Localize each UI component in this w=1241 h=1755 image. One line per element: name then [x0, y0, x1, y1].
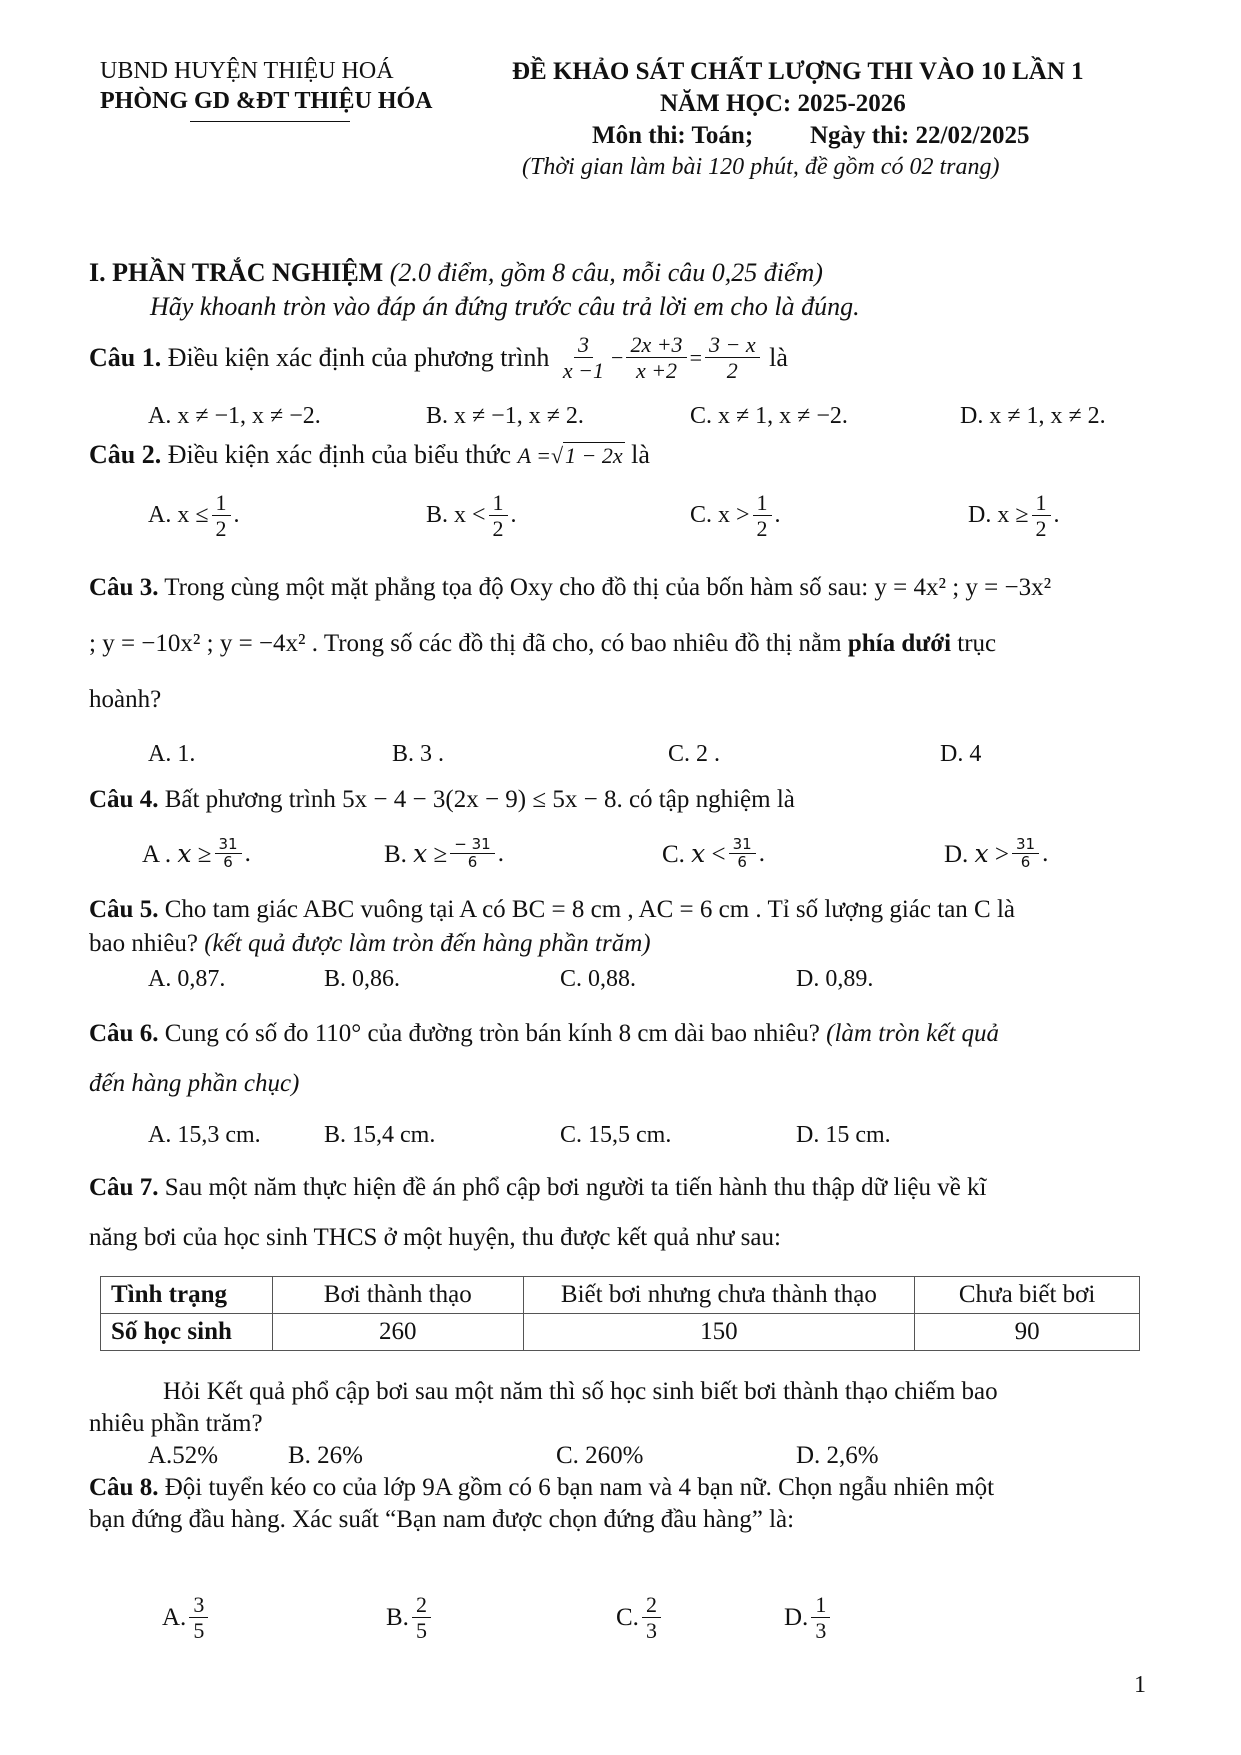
question-7: [89, 1174, 987, 1202]
q5-line2: [89, 930, 651, 958]
q3-option-c[interactable]: C. 2 .: [668, 741, 721, 767]
q8-d-den: 3: [815, 1618, 827, 1644]
q2-expr-lhs: A =: [517, 443, 551, 468]
q2-option-b[interactable]: B. x < $\frac{1}{2}$ .: [426, 490, 517, 542]
q4-a-num: 31: [215, 836, 242, 854]
table-header-cell: Biết bơi nhưng chưa thành thạo: [523, 1277, 915, 1314]
q8-a-num: 3: [189, 1592, 208, 1618]
q4-option-d[interactable]: D. 𝑥 > $\frac{31}{6}$ .: [944, 835, 1049, 872]
q3-option-d[interactable]: D. 4: [940, 741, 982, 767]
q1-fraction-2: [626, 332, 686, 384]
q3-line3: hoành?: [89, 686, 162, 713]
q2-b-den: 2: [492, 516, 504, 542]
q1-f2-num: 2x +3: [626, 332, 686, 358]
q2-option-c[interactable]: C. x > $\frac{1}{2}$ .: [690, 490, 781, 542]
section-title-text: I. PHẦN TRẮC NGHIỆM: [89, 258, 384, 287]
q2-d-num: 1: [1032, 490, 1051, 516]
q8-c-fraction: [642, 1592, 661, 1644]
q5-line2-italic: (kết quả được làm tròn đến hàng phần trăm): [204, 930, 651, 957]
q4-d-prefix: D. 𝑥 >: [944, 840, 1010, 868]
q7-question-line1: Hỏi Kết quả phổ cập bơi sau một năm thì số học sinh biết bơi thành thạo chiếm bao: [163, 1378, 998, 1405]
q8-c-prefix: C.: [616, 1603, 639, 1631]
q8-d-fraction: [811, 1592, 830, 1644]
q7-label: Câu 7.: [89, 1174, 159, 1201]
q8-c-num: 2: [642, 1592, 661, 1618]
exam-date: Ngày thi: 22/02/2025: [810, 122, 1030, 149]
q8-c-den: 3: [645, 1618, 657, 1644]
q8-option-c[interactable]: [616, 1592, 664, 1644]
q3-line2-bold: phía dưới: [847, 630, 952, 657]
q2-option-a[interactable]: A. x ≤ $\frac{1}{2}$ .: [148, 490, 240, 542]
table-header-row: [101, 1277, 1140, 1314]
q2-expr-radicand: 1 − 2x: [565, 443, 623, 468]
q1-fraction-3: [705, 332, 760, 384]
q8-label: Câu 8.: [89, 1474, 159, 1501]
q1-option-d[interactable]: D. x ≠ 1, x ≠ 2.: [960, 403, 1106, 429]
q5-option-b[interactable]: B. 0,86.: [324, 966, 401, 992]
q1-label: Câu 1.: [89, 342, 162, 372]
q4-b-num: − 31: [450, 836, 494, 854]
question-5: [89, 896, 1015, 924]
q7-line1: Sau một năm thực hiện đề án phổ cập bơi người ta tiến hành thu thập dữ liệu về kĩ: [164, 1174, 987, 1201]
q4-c-fraction: [729, 836, 756, 872]
q1-f1-num: 3: [574, 332, 593, 358]
q2-b-fraction: [489, 490, 508, 542]
exam-title: ĐỀ KHẢO SÁT CHẤT LƯỢNG THI VÀO 10 LẦN 1: [512, 58, 1084, 85]
q8-d-prefix: D.: [784, 1603, 809, 1631]
q4-d-num: 31: [1012, 836, 1039, 854]
q4-label: Câu 4.: [89, 786, 159, 813]
q3-line2: [89, 630, 996, 658]
table-header-cell: Chưa biết bơi: [915, 1277, 1140, 1314]
q8-d-num: 1: [811, 1592, 830, 1618]
q8-option-a[interactable]: [162, 1592, 211, 1644]
q8-a-den: 5: [193, 1618, 205, 1644]
q1-fraction-1: [559, 332, 608, 384]
q3-option-a[interactable]: A. 1.: [148, 741, 196, 767]
q2-a-den: 2: [215, 516, 227, 542]
q2-c-prefix: C. x >: [690, 502, 750, 529]
table-row: [101, 1314, 1140, 1351]
table-header-cell: Tình trạng: [101, 1277, 273, 1314]
q1-suffix: là: [769, 342, 788, 372]
q4-a-den: 6: [223, 853, 233, 872]
q8-b-fraction: [412, 1592, 431, 1644]
section-title: [89, 258, 823, 288]
q5-line2-text: bao nhiêu?: [89, 930, 198, 957]
question-1: Câu 1. Điều kiện xác định của phương trình $\frac{3}{x -1}$ − $\frac{2x +3}{x +2}$ = $\frac{3 - x}{2}$ là: [89, 332, 788, 384]
q2-d-fraction: [1032, 490, 1051, 542]
table-cell: 150: [523, 1314, 915, 1351]
q3-line2-a: ; y = −10x² ; y = −4x² . Trong số các đồ thị đã cho, có bao nhiêu đồ thị nằm: [89, 630, 842, 657]
question-3: [89, 574, 1051, 602]
q5-label: Câu 5.: [89, 896, 159, 923]
q2-b-prefix: B. x <: [426, 502, 486, 529]
q2-label: Câu 2.: [89, 440, 162, 469]
q4-b-den: 6: [467, 853, 478, 872]
section-title-note: (2.0 điểm, gồm 8 câu, mỗi câu 0,25 điểm): [389, 258, 823, 287]
q1-f2-den: x +2: [635, 358, 678, 384]
q2-c-num: 1: [753, 490, 772, 516]
q7-question-line2: nhiêu phần trăm?: [89, 1410, 263, 1437]
q5-option-a[interactable]: A. 0,87.: [148, 966, 226, 992]
table-cell: 260: [272, 1314, 523, 1351]
q8-a-prefix: A.: [162, 1603, 187, 1631]
q5-option-c[interactable]: C. 0,88.: [560, 966, 637, 992]
q2-b-num: 1: [489, 490, 508, 516]
q6-option-c[interactable]: C. 15,5 cm.: [560, 1122, 672, 1148]
q4-text: Bất phương trình 5x − 4 − 3(2x − 9) ≤ 5x − 8. có tập nghiệm là: [164, 786, 795, 813]
q2-c-fraction: [753, 490, 772, 542]
q1-f1-den: x −1: [562, 358, 605, 384]
q7-option-c[interactable]: C. 260%: [556, 1442, 644, 1469]
q5-line1: Cho tam giác ABC vuông tại A có BC = 8 cm , AC = 6 cm . Tỉ số lượng giác tan C là: [164, 896, 1016, 923]
q8-a-fraction: [189, 1592, 208, 1644]
q3-line1: Trong cùng một mặt phẳng tọa độ Oxy cho đồ thị của bốn hàm số sau: y = 4x² ; y = −3x²: [164, 574, 1052, 601]
q7-option-d[interactable]: D. 2,6%: [796, 1442, 879, 1469]
q6-option-a[interactable]: A. 15,3 cm.: [148, 1122, 261, 1148]
header-left-line2: PHÒNG GD &ĐT THIỆU HÓA: [100, 88, 433, 114]
q6-label: Câu 6.: [89, 1020, 159, 1047]
school-year: NĂM HỌC: 2025-2026: [660, 90, 906, 117]
q2-c-den: 2: [756, 516, 768, 542]
table-cell: Số học sinh: [101, 1314, 273, 1351]
q4-a-prefix: A . 𝑥 ≥: [142, 840, 212, 868]
header-left-line1: UBND HUYỆN THIỆU HOÁ: [100, 58, 394, 84]
q8-option-b[interactable]: [386, 1592, 434, 1644]
q1-option-b[interactable]: B. x ≠ −1, x ≠ 2.: [426, 403, 584, 429]
q6-line2: đến hàng phần chục): [89, 1070, 300, 1097]
q1-f3-den: 2: [726, 358, 738, 384]
subject: Môn thi: Toán;: [592, 122, 754, 149]
q2-suffix: là: [631, 440, 650, 469]
q4-option-c[interactable]: C. 𝑥 < $\frac{31}{6}$ .: [662, 835, 765, 872]
q1-option-a[interactable]: A. x ≠ −1, x ≠ −2.: [148, 403, 321, 429]
q1-text: Điều kiện xác định của phương trình: [167, 342, 550, 372]
q4-option-b[interactable]: B. 𝑥 ≥ $\frac{- 31}{6}$ .: [384, 835, 504, 872]
q3-option-b[interactable]: B. 3 .: [392, 741, 445, 767]
q8-line1: Đội tuyển kéo co của lớp 9A gồm có 6 bạn nam và 4 bạn nữ. Chọn ngẫu nhiên một: [164, 1474, 995, 1501]
q7-option-b[interactable]: B. 26%: [288, 1442, 363, 1469]
question-4: [89, 786, 795, 814]
question-6: [89, 1020, 999, 1048]
q2-a-prefix: A. x ≤: [148, 502, 209, 529]
q4-c-num: 31: [729, 836, 756, 854]
q4-c-prefix: C. 𝑥 <: [662, 840, 726, 868]
duration-note: (Thời gian làm bài 120 phút, đề gồm có 02 trang): [522, 154, 1000, 180]
q4-c-den: 6: [737, 853, 747, 872]
q2-a-fraction: [212, 490, 231, 542]
q7-line2: năng bơi của học sinh THCS ở một huyện, thu được kết quả như sau:: [89, 1224, 781, 1251]
q8-line2: bạn đứng đầu hàng. Xác suất “Bạn nam được chọn đứng đầu hàng” là:: [89, 1506, 795, 1533]
q3-line2-b: trục: [957, 630, 997, 657]
section-instruction: Hãy khoanh tròn vào đáp án đứng trước câu trả lời em cho là đúng.: [150, 292, 860, 321]
q1-f3-num: 3 − x: [705, 332, 760, 358]
q6-line1-italic: (làm tròn kết quả: [826, 1020, 1000, 1047]
q8-b-num: 2: [412, 1592, 431, 1618]
page-number: 1: [1134, 1672, 1146, 1698]
q4-a-fraction: [215, 836, 242, 872]
q4-d-fraction: [1012, 836, 1039, 872]
q6-line1: Cung có số đo 110° của đường tròn bán kính 8 cm dài bao nhiêu?: [164, 1020, 820, 1047]
q4-b-fraction: [450, 836, 494, 872]
q5-option-d[interactable]: D. 0,89.: [796, 966, 874, 992]
q8-b-prefix: B.: [386, 1603, 409, 1631]
q2-d-den: 2: [1035, 516, 1047, 542]
q7-option-a[interactable]: A.52%: [148, 1442, 219, 1469]
header-divider: [190, 121, 350, 122]
question-2: Câu 2. Điều kiện xác định của biểu thức A =√1 − 2x là: [89, 440, 650, 469]
q2-a-num: 1: [212, 490, 231, 516]
q8-option-d[interactable]: [784, 1592, 833, 1644]
q4-option-a[interactable]: A . 𝑥 ≥ $\frac{31}{6}$ .: [142, 835, 251, 872]
table-header-cell: Bơi thành thạo: [272, 1277, 523, 1314]
table-cell: 90: [915, 1314, 1140, 1351]
q4-d-den: 6: [1020, 853, 1031, 872]
question-8: [89, 1474, 994, 1502]
q6-option-b[interactable]: B. 15,4 cm.: [324, 1122, 436, 1148]
q2-d-prefix: D. x ≥: [968, 502, 1029, 529]
q1-option-c[interactable]: C. x ≠ 1, x ≠ −2.: [690, 403, 848, 429]
swimming-data-table: [100, 1276, 1140, 1351]
q4-b-prefix: B. 𝑥 ≥: [384, 840, 448, 868]
q6-option-d[interactable]: D. 15 cm.: [796, 1122, 891, 1148]
q3-label: Câu 3.: [89, 574, 159, 601]
q2-text: Điều kiện xác định của biểu thức: [167, 440, 512, 469]
q2-option-d[interactable]: D. x ≥ $\frac{1}{2}$ .: [968, 490, 1060, 542]
q8-b-den: 5: [415, 1618, 427, 1644]
